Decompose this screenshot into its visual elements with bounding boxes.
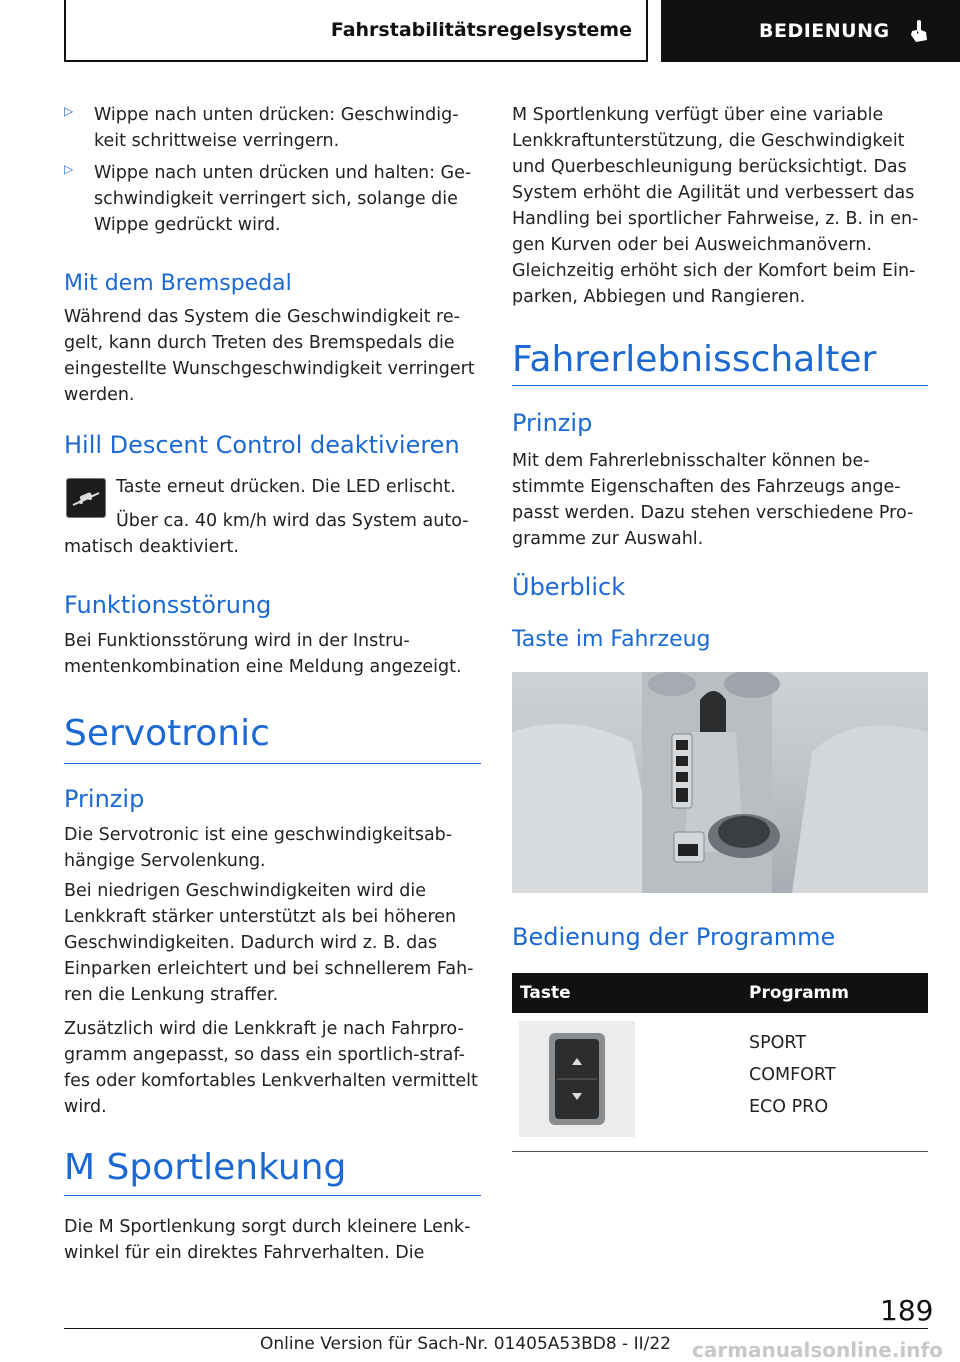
section-rule [512,385,928,386]
section-rule [64,1195,481,1196]
header-chapter-box [64,0,648,62]
heading-brake-pedal: Mit dem Bremspedal [64,271,292,296]
heading-servotronic-principle: Prinzip [64,785,145,813]
footer-online-version: Online Version für Sach-Nr. 01405A53BD8 - II/22 [260,1334,671,1354]
header-section-box [661,0,960,62]
servotronic-paragraph-3: Zusätzlich wird die Lenkkraft je nach Fahrpro- gramm angepasst, so dass ein sportlich-straf- fes oder komfortables Lenkverhalten vermittelt wird. [64,1019,478,1117]
header-chapter-title: Fahrstabilitätsregelsysteme [330,19,632,41]
center-console-photo [512,672,928,893]
program-sport: SPORT [749,1033,807,1053]
bullet-text: Wippe nach unten drücken: Geschwindig- keit schrittweise verringern. [94,105,459,151]
heading-hdc-deactivate: Hill Descent Control deaktivieren [64,431,460,459]
heading-m-sport-steering: M Sportlenkung [64,1147,347,1188]
table-row [512,1013,928,1151]
table-header-button: Taste [512,973,741,1013]
servotronic-paragraph-1: Die Servotronic ist eine geschwindigkeitsab- hängige Servolenkung. [64,825,453,871]
table-cell-button [512,1013,741,1151]
m-sport-paragraph: Die M Sportlenkung sorgt durch kleinere Lenk- winkel für ein direktes Fahrverhalten. Die [64,1217,471,1263]
heading-principle: Prinzip [512,409,593,437]
section-rule [64,763,481,764]
table-cell-programs [741,1013,928,1151]
footer-rule [64,1328,928,1329]
principle-paragraph: Mit dem Fahrerlebnisschalter können be- stimmte Eigenschaften des Fahrzeugs ange- passt werden. Dazu stehen verschiedene Pro- gramme zur Auswahl. [512,451,914,549]
program-eco-pro: ECO PRO [749,1097,829,1117]
switch-button-image [519,1021,635,1137]
header-section-title: BEDIENUNG [759,20,890,42]
programs-table [512,973,928,1151]
hand-pointer-icon [908,18,930,44]
heading-overview: Überblick [512,573,626,601]
heading-button-in-vehicle: Taste im Fahrzeug [512,627,711,652]
bullet-item [64,160,484,238]
rocker-switch-icon [547,1031,607,1127]
bullet-text: Wippe nach unten drücken und halten: Ge- schwindigkeit verringert sich, solange die Wippe gedrückt wird. [94,163,472,235]
malfunction-paragraph: Bei Funktionsstörung wird in der Instru- mentenkombination eine Meldung angezeigt. [64,631,462,677]
hdc-text-1: Taste erneut drücken. Die LED erlischt. [116,477,456,497]
heading-driving-experience-switch: Fahrerlebnisschalter [512,339,877,380]
triangle-bullet-icon: ▷ [64,104,74,118]
m-sport-continuation: M Sportlenkung verfügt über eine variable Lenkkraftunterstützung, die Geschwindigkeit und Querbeschleunigung berücksichtigt. Das System erhöht die Agilität und verbessert das Handling bei sportlicher Fahrweise, z. B. in en- gen Kurven oder bei Ausweichmanövern. Gleichzeitig erhöht sich der Komfort beim Ein- parken, Abbiegen und Rangieren. [512,105,919,307]
hdc-text-2: Über ca. 40 km/h wird das System auto- matisch deaktiviert. [64,511,469,557]
bullet-item [64,102,484,154]
heading-servotronic: Servotronic [64,713,270,754]
table-header-row [512,973,928,1013]
table-bottom-rule [512,1151,928,1152]
watermark: carmanualsonline.info [692,1338,943,1362]
heading-malfunction: Funktionsstörung [64,591,272,619]
heading-operating-programs: Bedienung der Programme [512,923,836,951]
program-comfort: COMFORT [749,1065,836,1085]
servotronic-paragraph-2: Bei niedrigen Geschwindigkeiten wird die Lenkkraft stärker unterstützt als bei höheren Geschwindigkeiten. Dadurch wird z. B. das Einparken erleichtert und bei schnellerem Fah- ren die Lenkung straffer. [64,881,474,1005]
table-header-program: Programm [741,973,928,1013]
brake-paragraph: Während das System die Geschwindigkeit re- gelt, kann durch Treten des Bremspedals die eingestellte Wunschgeschwindigkeit verringert werden. [64,307,475,405]
triangle-bullet-icon: ▷ [64,162,74,176]
page-number: 189 [880,1294,934,1327]
